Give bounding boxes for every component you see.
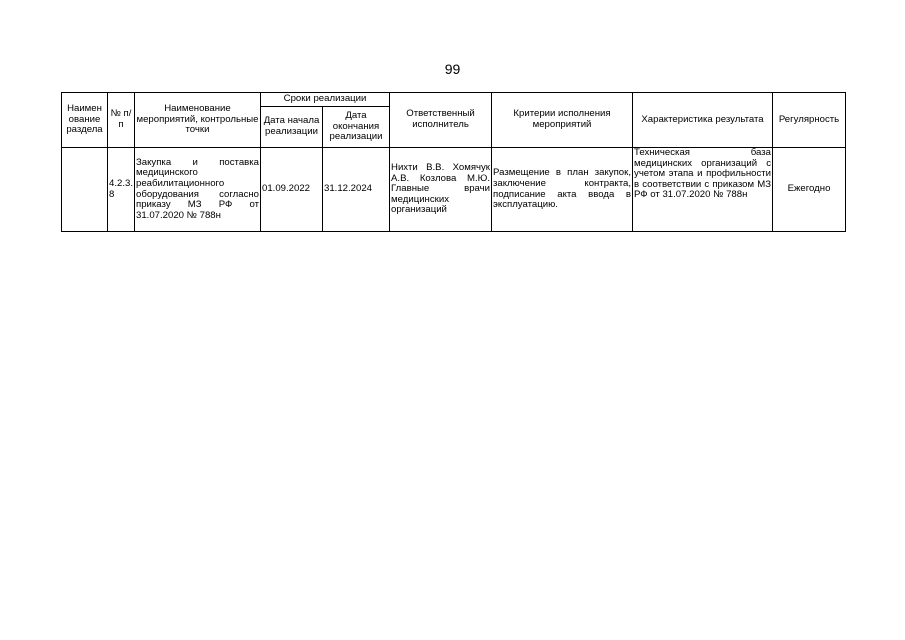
cell-end-date: 31.12.2024 xyxy=(323,148,390,232)
cell-start-date: 01.09.2022 xyxy=(261,148,323,232)
page-number: 99 xyxy=(444,61,461,77)
header-row-1 xyxy=(62,93,846,107)
header-result: Характеристика результата xyxy=(633,93,773,148)
cell-activity-name: Закупка и поставка медицинского реабилитационного оборудования согласно приказу МЗ РФ от 31.07.2020 № 788н xyxy=(135,148,261,232)
table-row xyxy=(62,148,846,232)
cell-section-name xyxy=(62,148,108,232)
cell-number: 4.2.3.8 xyxy=(108,148,135,232)
cell-regularity: Ежегодно xyxy=(773,148,846,232)
header-criteria: Критерии исполнения мероприятий xyxy=(492,93,633,148)
header-number: № п/п xyxy=(108,93,135,148)
header-start-date: Дата начала реализации xyxy=(261,107,323,148)
cell-result: Техническая база медицинских организаций с учетом этапа и профильности в соответствии с приказом МЗ РФ от 31.07.2020 № 788н xyxy=(633,148,773,232)
header-responsible: Ответственный исполнитель xyxy=(390,93,492,148)
cell-responsible: Нихти В.В. Хомячук А.В. Козлова М.Ю. Главные врачи медицинских организаций xyxy=(390,148,492,232)
cell-criteria: Размещение в план закупок, заключение контракта, подписание акта ввода в эксплуатацию. xyxy=(492,148,633,232)
header-activity-name: Наименование мероприятий, контрольные точки xyxy=(135,93,261,148)
activities-table xyxy=(61,92,846,232)
header-end-date: Дата окончания реализации xyxy=(323,107,390,148)
header-regularity: Регулярность xyxy=(773,93,846,148)
header-timeline-group: Сроки реализации xyxy=(261,93,390,107)
header-section-name: Наимен ование раздела xyxy=(62,93,108,148)
